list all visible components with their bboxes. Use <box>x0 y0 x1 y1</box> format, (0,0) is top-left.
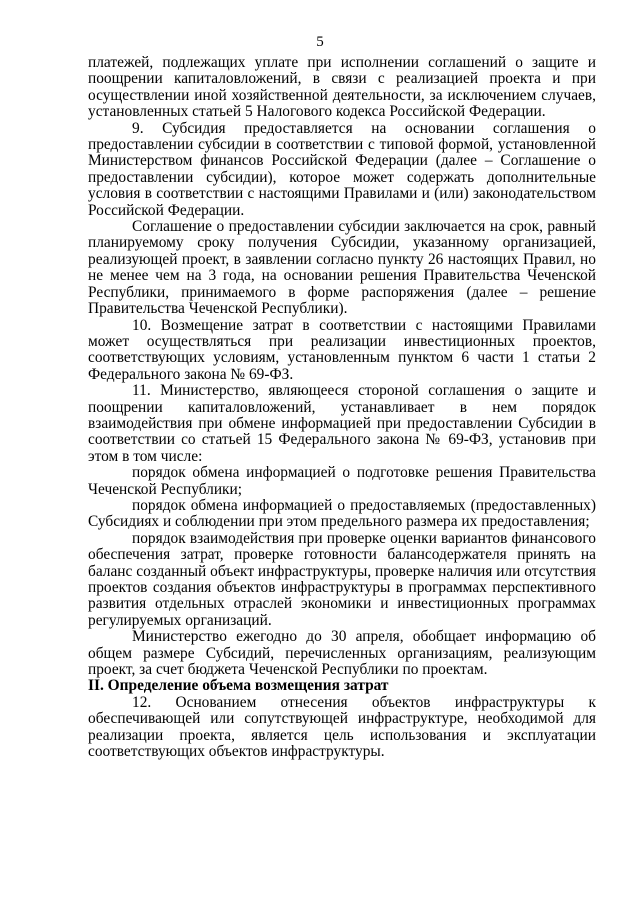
paragraph-12: 12. Основанием отнесения объектов инфраструктуры к обеспечивающей или сопутствующей инфраструктуре, необходимой для реализации проекта, является цель использования и эксплуатации соответствующих объектов инфраструктуры. <box>88 693 596 761</box>
paragraph-11: 11. Министерство, являющееся стороной соглашения о защите и поощрении капиталовложений, устанавливает в нем порядок взаимодействия при обмене информацией при предоставлении Субсидии в соответствии со статьей 15 Федерального закона № 69-ФЗ, установив при этом в том числе: <box>88 382 596 465</box>
list-item-subsidy-info: порядок обмена информацией о предоставляемых (предоставленных) Субсидиях и соблюдении при этом предельного размера их предоставления; <box>88 496 596 531</box>
paragraph-agreement-term: Соглашение о предоставлении субсидии заключается на срок, равный планируемому сроку получения Субсидии, указанному организацией, реализующей проект, в заявлении согласно пункту 26 настоящих Правил, но не менее чем на 3 года, на основании решения Правительства Чеченской Республики, принимаемого в форме распоряжения (далее – решение Правительства Чеченской Республики). <box>88 218 596 318</box>
list-item-interaction-order: порядок взаимодействия при проверке оценки вариантов финансового обеспечения затрат, проверке готовности балансодержателя принять на баланс созданный объект инфраструктуры, проверке наличия или отсутствия проектов создания объектов инфраструктуры в программах перспективного развития отдельных отраслей экономики и инвестиционных программах регулируемых организаций. <box>88 529 596 629</box>
page-number: 5 <box>316 34 324 50</box>
section-heading: II. Определение объема возмещения затрат <box>88 677 389 695</box>
paragraph-9: 9. Субсидия предоставляется на основании соглашения о предоставлении субсидии в соответствии с типовой формой, установленной Министерством финансов Российской Федерации (далее – Соглашение о предоставлении субсидии), которое может содержать дополнительные условия в соответствии с настоящими Правилами и (или) законодательством Российской Федерации. <box>88 119 596 219</box>
list-item-decision-info: порядок обмена информацией о подготовке решения Правительства Чеченской Республики; <box>88 464 596 498</box>
paragraph-10: 10. Возмещение затрат в соответствии с настоящими Правилами может осуществляться при реализации инвестиционных проектов, соответствующих условиям, установленным пунктом 6 части 1 статьи 2 Федерального закона № 69-ФЗ. <box>88 316 596 383</box>
paragraph-continuation: платежей, подлежащих уплате при исполнении соглашений о защите и поощрении капиталовложений, в связи с реализацией проекта и при осуществлении иной хозяйственной деятельности, за исключением случаев, установленных статьей 5 Налогового кодекса Российской Федерации. <box>88 54 596 121</box>
paragraph-ministry-summary: Министерство ежегодно до 30 апреля, обобщает информацию об общем размере Субсидий, перечисленных организациям, реализующим проект, за счет бюджета Чеченской Республики по проектам. <box>88 628 596 679</box>
document-body <box>88 55 596 760</box>
